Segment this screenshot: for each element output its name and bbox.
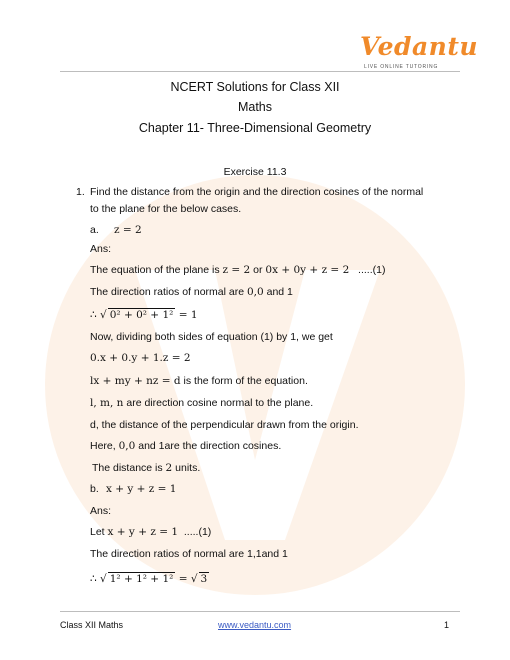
vedantu-logo	[360, 32, 478, 74]
plane-or: or	[253, 264, 263, 276]
sqrt-line-b: ∴ √ 1² + 1² + 1² = √ 3	[90, 573, 208, 585]
part-b-ratios: The direction ratios of normal are 1,1and 1	[90, 548, 288, 560]
part-a-equation: z = 2	[114, 224, 142, 236]
dividing-text: Now, dividing both sides of equation (1) by 1, we get	[90, 331, 333, 343]
d-definition: d, the distance of the perpendicular drawn from the origin.	[90, 419, 359, 431]
chapter-title: Chapter 11- Three-Dimensional Geometry	[138, 121, 372, 135]
footer-link[interactable]: www.vedantu.com	[218, 620, 292, 630]
here-text: Here,	[90, 440, 116, 452]
footer-divider	[60, 611, 460, 612]
logo-tagline: LIVE ONLINE TUTORING	[364, 64, 439, 70]
sqrt-eq-b: =	[178, 573, 188, 585]
distance-unit: units.	[175, 462, 201, 474]
doc-title: NCERT Solutions for Class XII	[170, 80, 340, 94]
sqrt-result: = 1	[178, 309, 198, 321]
plane-text: The equation of the plane is	[90, 264, 220, 276]
header-divider	[60, 71, 460, 72]
let-line	[90, 526, 211, 538]
ratios-vals: 0,0	[247, 286, 264, 298]
cosine-vars: l, m, n	[90, 397, 124, 409]
form-equation: lx + my + nz = d	[90, 375, 181, 387]
sqrt-expression-b: 1² + 1² + 1²	[109, 573, 174, 585]
question-line-1: Find the distance from the origin and the direction cosines of the normal	[90, 186, 424, 198]
therefore-symbol-b: ∴	[90, 573, 97, 585]
ratios-text: The direction ratios of normal are	[90, 286, 245, 298]
part-b-label: b.	[90, 483, 99, 495]
part-a-ans: Ans:	[90, 243, 112, 255]
distance-text: The distance is	[92, 462, 163, 474]
page-number: 1	[444, 620, 450, 630]
plane-ref: .....(1)	[358, 264, 386, 276]
direction-ratios-line	[90, 286, 293, 298]
sqrt-rhs-b: 3	[200, 573, 208, 585]
therefore-symbol: ∴	[90, 309, 97, 321]
part-a-label: a.	[90, 224, 99, 236]
let-text: Let	[90, 526, 105, 538]
logo-brand: Vedantu	[360, 32, 479, 61]
divided-equation: 0.x + 0.y + 1.z = 2	[90, 352, 191, 364]
exercise-heading: Exercise 11.3	[223, 166, 287, 178]
sqrt-line-a: ∴ √ 0² + 0² + 1² = 1	[90, 309, 198, 321]
plane-equation-line	[90, 264, 385, 276]
here-rest: and 1are the direction cosines.	[138, 440, 282, 452]
cosine-line	[90, 397, 313, 409]
part-b-equation: x + y + z = 1	[106, 483, 177, 495]
sqrt-expression: 0² + 0² + 1²	[109, 309, 174, 321]
part-b-ans: Ans:	[90, 505, 112, 517]
let-equation: x + y + z = 1	[107, 526, 179, 538]
cosine-text: are direction cosine normal to the plane.	[126, 397, 314, 409]
ratios-and: and 1	[266, 286, 293, 298]
question-number: 1.	[76, 186, 85, 198]
subject-title: Maths	[237, 100, 273, 114]
here-line	[90, 440, 281, 452]
plane-eq-1: z = 2	[222, 264, 251, 276]
form-line	[90, 375, 308, 387]
let-ref: .....(1)	[183, 526, 212, 538]
plane-eq-2: 0x + 0y + z = 2	[265, 264, 350, 276]
question-line-2: to the plane for the below cases.	[90, 203, 242, 215]
distance-line	[92, 462, 200, 474]
distance-val: 2	[165, 462, 173, 474]
footer-left: Class XII Maths	[60, 620, 124, 630]
form-text: is the form of the equation.	[183, 375, 308, 387]
here-vals: 0,0	[118, 440, 136, 452]
